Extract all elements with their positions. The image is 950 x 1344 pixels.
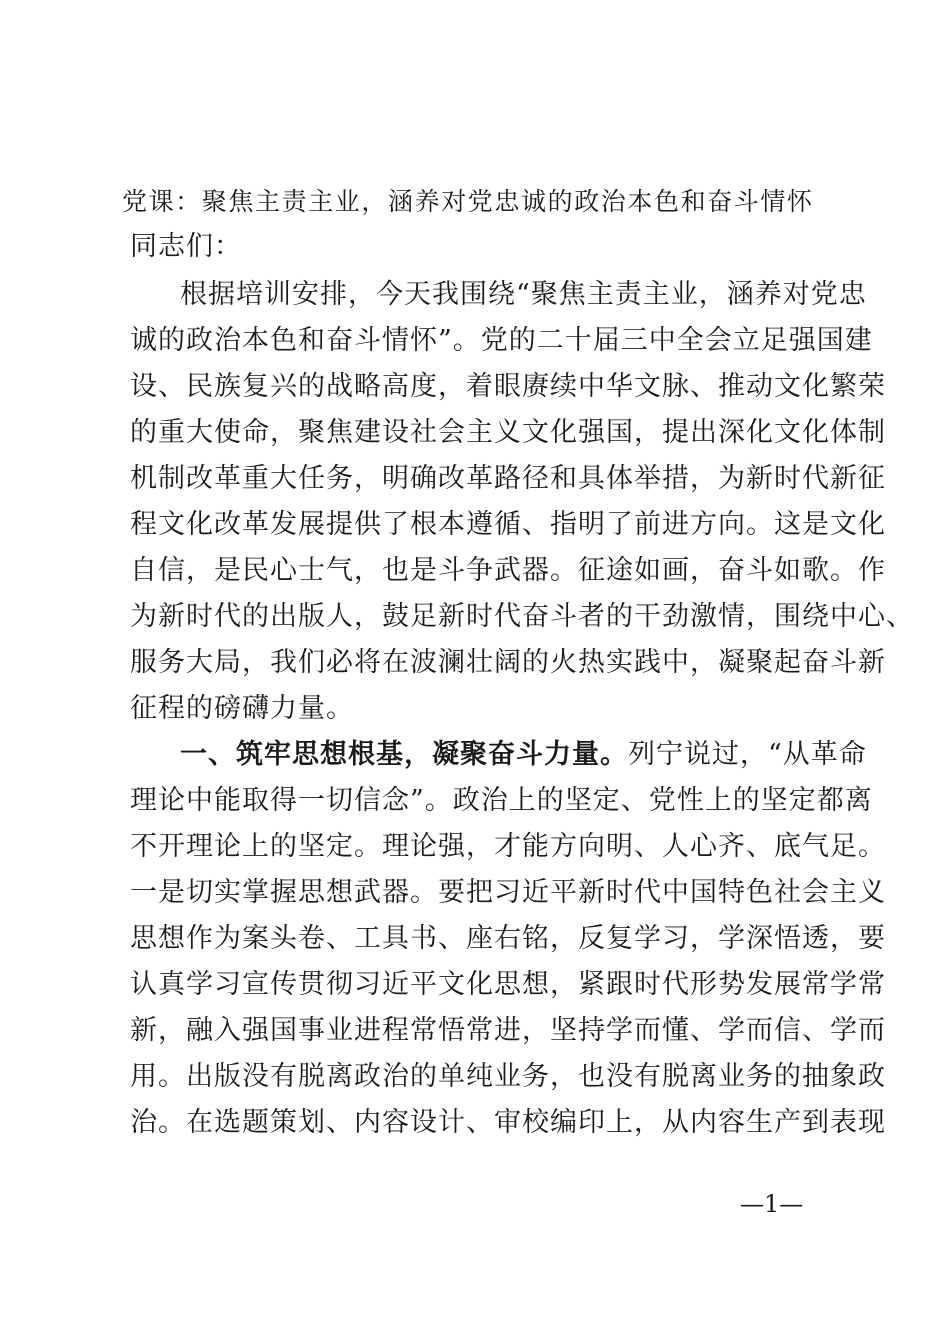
paragraph-line: 用。出版没有脱离政治的单纯业务，也没有脱离业务的抽象政 — [130, 1061, 886, 1092]
salutation: 同志们： — [130, 231, 242, 262]
paragraph-line: 征程的磅礴力量。 — [130, 693, 354, 724]
paragraph-line: 新，融入强国事业进程常悟常进，坚持学而懂、学而信、学而 — [130, 1015, 886, 1046]
paragraph-line: 诚的政治本色和奋斗情怀”。党的二十届三中全会立足强国建 — [130, 325, 873, 356]
paragraph-line: 机制改革重大任务，明确改革路径和具体举措，为新时代新征 — [130, 463, 886, 494]
paragraph-line: 程文化改革发展提供了根本遵循、指明了前进方向。这是文化 — [130, 509, 886, 540]
page-number: —1— — [740, 1190, 804, 1218]
paragraph-line: 设、民族复兴的战略高度，着眼赓续中华文脉、推动文化繁荣 — [130, 371, 886, 402]
paragraph-line: 根据培训安排，今天我围绕“聚焦主责主业，涵养对党忠 — [180, 279, 867, 310]
paragraph-line: 不开理论上的坚定。理论强，才能方向明、人心齐、底气足。 — [130, 831, 886, 862]
document-title: 党课：聚焦主责主业，涵养对党忠诚的政治本色和奋斗情怀 — [122, 187, 814, 216]
paragraph-line: 为新时代的出版人，鼓足新时代奋斗者的干劲激情，围绕中心、 — [130, 601, 914, 632]
section-1-lead-text: 列宁说过，“从革命 — [628, 739, 867, 770]
paragraph-line: 自信，是民心士气，也是斗争武器。征途如画，奋斗如歌。作 — [130, 555, 886, 586]
paragraph-line: 认真学习宣传贯彻习近平文化思想，紧跟时代形势发展常学常 — [130, 969, 886, 1000]
section-1-heading: 一、筑牢思想根基，凝聚奋斗力量。 — [180, 739, 628, 770]
paragraph-line: 治。在选题策划、内容设计、审校编印上，从内容生产到表现 — [130, 1107, 886, 1138]
paragraph-line: 一是切实掌握思想武器。要把习近平新时代中国特色社会主义 — [130, 877, 886, 908]
paragraph-line: 服务大局，我们必将在波澜壮阔的火热实践中，凝聚起奋斗新 — [130, 647, 886, 678]
section-1-first-line — [180, 737, 867, 773]
paragraph-line: 思想作为案头卷、工具书、座右铭，反复学习，学深悟透，要 — [130, 923, 886, 954]
paragraph-line: 的重大使命，聚焦建设社会主义文化强国，提出深化文化体制 — [130, 417, 886, 448]
paragraph-line: 理论中能取得一切信念”。政治上的坚定、党性上的坚定都离 — [130, 785, 873, 816]
